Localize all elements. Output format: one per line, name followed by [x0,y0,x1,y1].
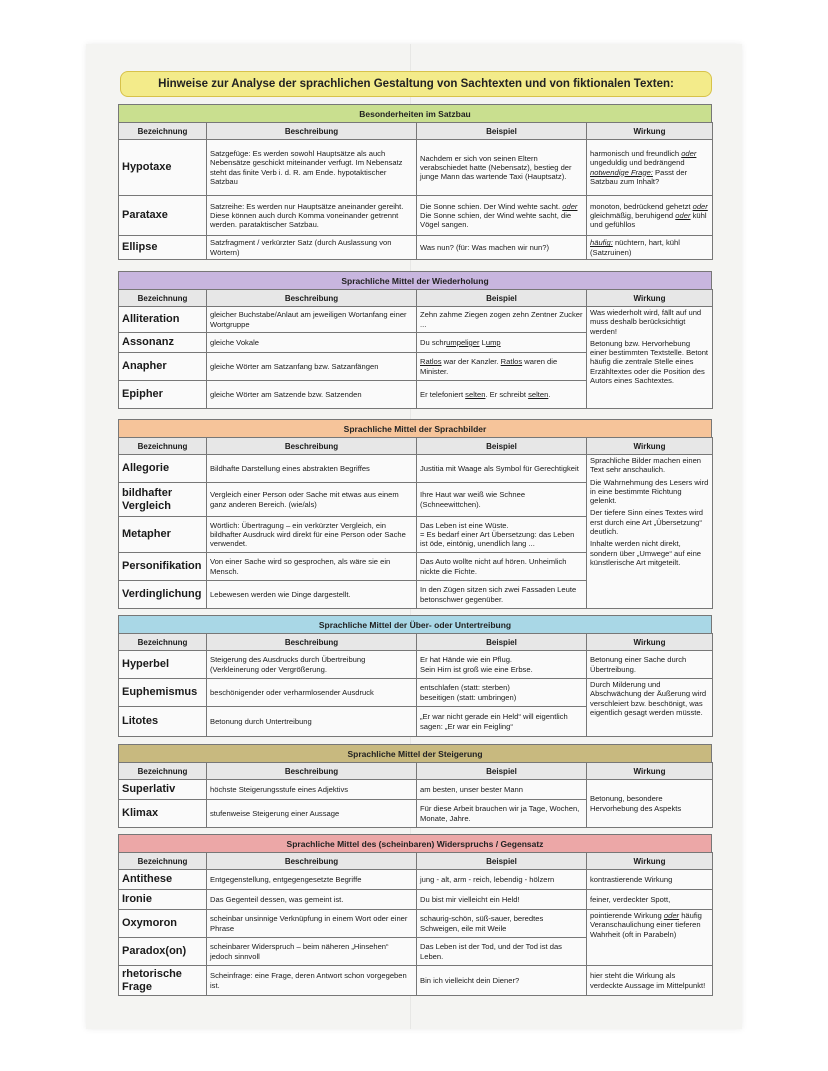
effect-line: Der tiefere Sinn eines Textes wird erst durch eine Art „Übersetzung“ deutlich. [590,508,703,537]
example: Bin ich vielleicht dein Diener? [417,966,587,996]
col-beispiel: Beispiel [417,438,587,455]
example: am besten, unser bester Mann [417,780,587,800]
table-row [119,196,713,236]
term: Assonanz [119,333,207,353]
description: Bildhafte Darstellung eines abstrakten Begriffes [207,455,417,483]
term: Superlativ [119,780,207,800]
example: Nachdem er sich von seinen Eltern verabschiedet hatte (Nebensatz), bestieg der junge Mann das wartende Taxi (Hauptsatz). [417,140,587,196]
effect-line: Die Wahrnehmung des Lesers wird in eine bestimmte Richtung gelenkt. [590,477,709,506]
term: Ironie [119,890,207,910]
description: gleiche Wörter am Satzende bzw. Satzenden [207,381,417,409]
example: Justitia mit Waage als Symbol für Gerechtigkeit [417,455,587,483]
table-row [119,307,713,333]
example: Die Sonne schien. Der Wind wehte sacht. oder Die Sonne schien, der Wind wehte sacht, die Vögel sangen. [417,196,587,236]
description: beschönigender oder verharmlosender Ausdruck [207,679,417,707]
description: Satzfragment / verkürzter Satz (durch Auslassung von Wörtern) [207,236,417,260]
example: Für diese Arbeit brauchen wir ja Tage, Wochen, Monate, Jahre. [417,800,587,828]
effect-line: Was wiederholt wird, fällt auf und muss deshalb berücksichtigt werden! [590,308,702,336]
col-beschreibung: Beschreibung [207,290,417,307]
description: Lebewesen werden wie Dinge dargestellt. [207,581,417,609]
effect: monoton, bedrückend gehetzt oder gleichmäßig, beruhigend oder kühl und gefühllos [587,196,713,236]
table-steigerung [118,762,713,828]
col-wirkung: Wirkung [587,853,713,870]
example: Er hat Hände wie ein Pflug. Sein Hirn ist groß wie eine Erbse. [417,651,587,679]
example: entschlafen (statt: sterben) beseitigen (statt: umbringen) [417,679,587,707]
example: schaurig-schön, süß-sauer, beredtes Schweigen, eile mit Weile [417,910,587,938]
section-widerspruch [118,834,712,996]
term: Personifikation [119,553,207,581]
table-wiederholung [118,289,713,409]
term: Ellipse [119,236,207,260]
example: jung - alt, arm - reich, lebendig - hölzern [417,870,587,890]
col-beispiel: Beispiel [417,763,587,780]
col-beschreibung: Beschreibung [207,763,417,780]
table-row [119,236,713,260]
term: Oxymoron [119,910,207,938]
effect: harmonisch und freundlich oder ungeduldig und bedrängend notwendige Frage: Passt der Satzbau zum Inhalt? [587,140,713,196]
table-row [119,651,713,679]
example: Du schrumpeliger Lump [417,333,587,353]
example: Was nun? (für: Was machen wir nun?) [417,236,587,260]
section-steigerung [118,744,712,828]
table-row [119,890,713,910]
example: Ihre Haut war weiß wie Schnee (Schneewittchen). [417,483,587,517]
table-row [119,780,713,800]
effect: hier steht die Wirkung als verdeckte Aussage im Mittelpunkt! [587,966,713,996]
example: Zehn zahme Ziegen zogen zehn Zentner Zucker ... [417,307,587,333]
description: scheinbarer Widerspruch – beim näheren „Hinsehen“ jedoch sinnvoll [207,938,417,966]
section-title: Sprachliche Mittel der Wiederholung [118,271,712,289]
col-beispiel: Beispiel [417,290,587,307]
col-wirkung: Wirkung [587,763,713,780]
table-uebertreibung [118,633,713,737]
term: Litotes [119,707,207,737]
section-title: Besonderheiten im Satzbau [118,104,712,122]
col-bezeichnung: Bezeichnung [119,634,207,651]
example: In den Zügen sitzen sich zwei Fassaden Leute betonschwer gegenüber. [417,581,587,609]
example: „Er war nicht gerade ein Held“ will eigentlich sagen: „Er war ein Feigling“ [417,707,587,737]
section-satzbau [118,104,712,260]
example: Das Leben ist der Tod, und der Tod ist das Leben. [417,938,587,966]
col-bezeichnung: Bezeichnung [119,763,207,780]
section-title: Sprachliche Mittel der Über- oder Untertreibung [118,615,712,633]
table-header [119,763,713,780]
term: Euphemismus [119,679,207,707]
table-header [119,853,713,870]
term: Parataxe [119,196,207,236]
section-wiederholung [118,271,712,409]
effect: Durch Milderung und Abschwächung der Äußerung wird verschleiert bzw. beschönigt, was eigentlich gesagt werden müsste. [587,679,713,737]
description: gleiche Wörter am Satzanfang bzw. Satzanfängen [207,353,417,381]
col-beispiel: Beispiel [417,634,587,651]
col-bezeichnung: Bezeichnung [119,290,207,307]
effect-line: Betonung bzw. Hervorhebung einer bestimmten Textstelle. Betont häufig die zentrale Stelle eines Erzähltextes oder die Position des Autors eines Sachtextes. [590,338,709,386]
description: Entgegenstellung, entgegengesetzte Begriffe [207,870,417,890]
term: Epipher [119,381,207,409]
example: Ratlos war der Kanzler. Ratlos waren die Minister. [417,353,587,381]
term: rhetorische Frage [119,966,207,996]
col-bezeichnung: Bezeichnung [119,438,207,455]
term: Hyperbel [119,651,207,679]
col-wirkung: Wirkung [587,634,713,651]
term: Paradox(on) [119,938,207,966]
col-beschreibung: Beschreibung [207,438,417,455]
description: Vergleich einer Person oder Sache mit etwas aus einem ganz anderen Bereich. (wie/als) [207,483,417,517]
table-row [119,140,713,196]
page-title: Hinweise zur Analyse der sprachlichen Gestaltung von Sachtexten und von fiktionalen Texten: [120,71,712,97]
table-sprachbilder [118,437,713,609]
table-row [119,966,713,996]
effect: pointierende Wirkung oder häufig Veranschaulichung einer tieferen Wahrheit (oft in Parabeln) [587,910,713,966]
effect: kontrastierende Wirkung [587,870,713,890]
table-row [119,910,713,938]
term: Verdinglichung [119,581,207,609]
description: Betonung durch Untertreibung [207,707,417,737]
term: Metapher [119,517,207,553]
section-sprachbilder [118,419,712,609]
example: Er telefoniert selten. Er schreibt selten. [417,381,587,409]
table-row [119,455,713,483]
term: Alliteration [119,307,207,333]
description: stufenweise Steigerung einer Aussage [207,800,417,828]
description: gleiche Vokale [207,333,417,353]
effect: Betonung einer Sache durch Übertreibung. [587,651,713,679]
description: Scheinfrage: eine Frage, deren Antwort schon vorgegeben ist. [207,966,417,996]
col-beschreibung: Beschreibung [207,853,417,870]
description: höchste Steigerungsstufe eines Adjektivs [207,780,417,800]
description: Satzgefüge: Es werden sowohl Hauptsätze als auch Nebensätze geschickt miteinander verfugt. Im Nebensatz steht das finite Verb i. d. R. am Ende. hypotaktischer Satzbau [207,140,417,196]
col-beispiel: Beispiel [417,123,587,140]
table-header [119,438,713,455]
table-header [119,634,713,651]
description: Wörtlich: Übertragung – ein verkürzter Vergleich, ein bildhafter Ausdruck wird direkt für eine Person oder Sache verwendet. [207,517,417,553]
table-widerspruch [118,852,713,996]
table-satzbau [118,122,713,260]
table-row [119,679,713,707]
table-row [119,870,713,890]
col-wirkung: Wirkung [587,438,713,455]
term: Klimax [119,800,207,828]
col-wirkung: Wirkung [587,290,713,307]
col-beschreibung: Beschreibung [207,634,417,651]
table-header [119,123,713,140]
description: Von einer Sache wird so gesprochen, als wäre sie ein Mensch. [207,553,417,581]
example: Das Auto wollte nicht auf hören. Unheimlich nickte die Fichte. [417,553,587,581]
section-title: Sprachliche Mittel der Steigerung [118,744,712,762]
description: Das Gegenteil dessen, was gemeint ist. [207,890,417,910]
table-header [119,290,713,307]
description: Satzreihe: Es werden nur Hauptsätze aneinander gereiht. Diese können auch durch Komma voneinander getrennt werden. parataktischer Satzbau. [207,196,417,236]
example: Das Leben ist eine Wüste. = Es bedarf einer Art Übersetzung: das Leben ist öde, eintönig, unendlich lang ... [417,517,587,553]
col-bezeichnung: Bezeichnung [119,853,207,870]
term: Allegorie [119,455,207,483]
effect: feiner, verdeckter Spott, [587,890,713,910]
effect: Betonung, besondere Hervorhebung des Aspekts [587,780,713,828]
col-beschreibung: Beschreibung [207,123,417,140]
term: bildhafter Vergleich [119,483,207,517]
example: Du bist mir vielleicht ein Held! [417,890,587,910]
section-title: Sprachliche Mittel der Sprachbilder [118,419,712,437]
effect [587,307,713,409]
description: scheinbar unsinnige Verknüpfung in einem Wort oder einer Phrase [207,910,417,938]
effect [587,455,713,609]
col-beispiel: Beispiel [417,853,587,870]
col-wirkung: Wirkung [587,123,713,140]
term: Antithese [119,870,207,890]
description: gleicher Buchstabe/Anlaut am jeweiligen Wortanfang einer Wortgruppe [207,307,417,333]
section-title: Sprachliche Mittel des (scheinbaren) Widerspruchs / Gegensatz [118,834,712,852]
effect-line: Sprachliche Bilder machen einen Text sehr anschaulich. [590,456,702,475]
term: Hypotaxe [119,140,207,196]
section-uebertreibung [118,615,712,737]
effect: häufig: nüchtern, hart, kühl (Satzruinen) [587,236,713,260]
col-bezeichnung: Bezeichnung [119,123,207,140]
description: Steigerung des Ausdrucks durch Übertreibung (Verkleinerung oder Vergrößerung. [207,651,417,679]
term: Anapher [119,353,207,381]
effect-line: Inhalte werden nicht direkt, sondern über „Umwege“ auf eine künstlerische Art mitgeteilt. [590,539,702,567]
